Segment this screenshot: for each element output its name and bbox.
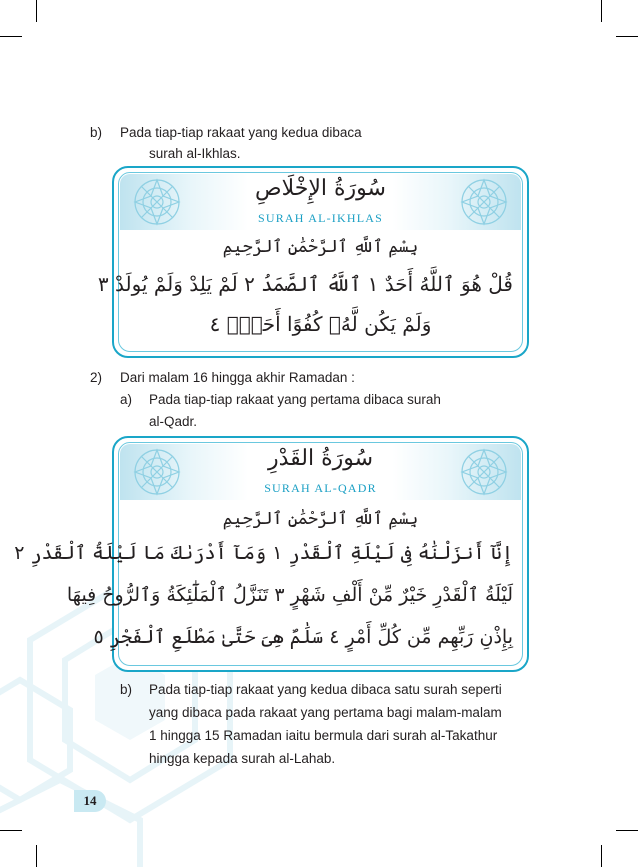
crop-mark-bottom-right-h — [616, 830, 638, 831]
item-b2-line1: Pada tiap-tiap rakaat yang kedua dibaca satu surah seperti — [149, 682, 502, 697]
crop-mark-top-left-h — [0, 36, 22, 37]
item-2-text: Dari malam 16 hingga akhir Ramadan : — [120, 370, 355, 385]
surah-ikhlas-box — [97, 166, 529, 358]
item-2-marker: 2) — [90, 370, 103, 385]
surah-ikhlas-verse-line-1: قُلْ هُوَ ٱللَّهُ أَحَدٌ ١ ٱللَّهُ ٱلصَّمَدُ ٢ لَمْ يَلِدْ وَلَمْ يُولَدْ ٣ — [97, 272, 513, 296]
item-a-line2: al-Qadr. — [149, 414, 198, 429]
item-a-marker: a) — [120, 392, 133, 407]
item-b1-line1: Pada tiap-tiap rakaat yang kedua dibaca — [120, 125, 362, 140]
item-b2-line2: yang dibaca pada rakaat yang pertama bagi malam-malam — [149, 705, 502, 720]
crop-mark-top-right-v — [601, 0, 602, 22]
surah-qadr-basmala: بِسْمِ ٱللَّهِ ٱلرَّحْمَٰنِ ٱلرَّحِيمِ — [222, 509, 419, 529]
item-a-line1: Pada tiap-tiap rakaat yang pertama dibaca surah — [149, 392, 441, 407]
crop-mark-bottom-right-v — [601, 845, 602, 867]
item-b1-marker: b) — [90, 125, 103, 140]
item-b2-line4: hingga kepada surah al-Lahab. — [149, 751, 336, 766]
surah-qadr-title-latin: SURAH AL-QADR — [264, 481, 377, 495]
surah-qadr-verse-line-1: إِنَّآ أَنزَلْنَٰهُ فِى لَيْلَةِ ٱلْقَدْرِ ١ وَمَآ أَدْرَىٰكَ مَا لَيْلَةُ ٱلْقَدْرِ ٢ — [14, 542, 513, 564]
surah-ikhlas-basmala: بِسْمِ ٱللَّهِ ٱلرَّحْمَٰنِ ٱلرَّحِيمِ — [222, 237, 419, 257]
crop-mark-top-left-v — [36, 0, 37, 22]
crop-mark-top-right-h — [616, 36, 638, 37]
surah-ikhlas-verse-line-2: وَلَمْ يَكُن لَّهُۥ كُفُوًا أَحَدٌۢ ٤ — [209, 312, 432, 336]
surah-qadr-box — [14, 436, 529, 672]
item-b2-marker: b) — [120, 682, 133, 697]
surah-ikhlas-title-latin: SURAH AL-IKHLAS — [257, 211, 383, 225]
surah-qadr-verse-line-3: بِإِذْنِ رَبِّهِم مِّن كُلِّ أَمْرٍ ٤ سَلَٰمٌ هِىَ حَتَّىٰ مَطْلَعِ ٱلْفَجْرِ ٥ — [93, 626, 513, 648]
surah-qadr-verse-line-2: لَيْلَةُ ٱلْقَدْرِ خَيْرٌ مِّنْ أَلْفِ شَهْرٍ ٣ تَنَزَّلُ ٱلْمَلَٰٓئِكَةُ وَٱلرُّوحُ فِيهَا — [66, 584, 513, 606]
page-number: 14 — [74, 790, 106, 812]
surah-qadr-title-arabic: سُورَةُ القَدْرِ — [267, 446, 374, 471]
surah-ikhlas-title-arabic: سُورَةُ الإِخْلَاصِ — [255, 176, 386, 201]
item-b1-line2: surah al-Ikhlas. — [149, 146, 241, 161]
item-b2-line3: 1 hingga 15 Ramadan iaitu bermula dari surah al-Takathur — [149, 728, 498, 743]
